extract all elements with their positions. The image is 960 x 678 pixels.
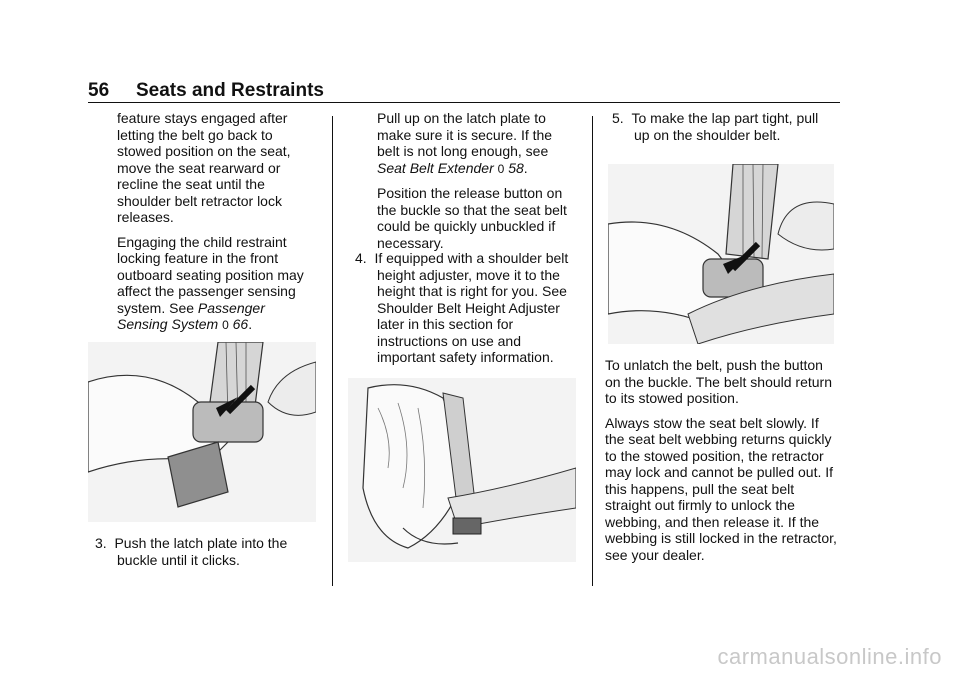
column-3-step5 xyxy=(612,110,837,151)
step-3 xyxy=(95,535,317,568)
watermark: carmanualsonline.info xyxy=(717,644,942,669)
col1-page-ref[interactable]: 66 xyxy=(232,316,249,332)
step-4 xyxy=(355,250,577,366)
header-rule xyxy=(88,102,840,103)
col2-para2: Position the release button on the buckle so that the seat belt could be quickly unbuckled if necessary. xyxy=(377,185,567,251)
illustration-lap-tighten xyxy=(608,164,834,344)
column-1-lower xyxy=(95,535,317,576)
step-4-number: 4. xyxy=(355,250,367,266)
illustration-latch-plate xyxy=(88,342,316,522)
col2-para1-text: Pull up on the latch plate to make sure it is secure. If the belt is not long enough, see xyxy=(377,110,553,159)
column-divider-1 xyxy=(332,116,333,586)
column-divider-2 xyxy=(592,116,593,586)
step-3-number: 3. xyxy=(95,535,107,551)
column-2 xyxy=(377,110,577,259)
col1-para1: feature stays engaged after letting the belt go back to stowed position on the seat, move the seat rearward or recline the seat until the shoulder belt retractor lock releases. xyxy=(117,110,291,225)
step-5-text: To make the lap part tight, pull up on the shoulder belt. xyxy=(631,110,819,143)
page-ref-icon: 0 xyxy=(497,161,505,176)
page-ref-icon: 0 xyxy=(222,318,229,332)
column-2-step4 xyxy=(355,250,577,374)
step-5-number: 5. xyxy=(612,110,624,126)
seat-belt-extender-link[interactable]: Seat Belt Extender xyxy=(377,159,494,176)
step-4-text: If equipped with a shoulder belt height adjuster, move it to the height that is right for you. See Shoulder Belt Height Adjuster later in this section for instructions on use and important safety information. xyxy=(374,250,569,365)
column-1 xyxy=(117,110,317,342)
col3-para2: Always stow the seat belt slowly. If the seat belt webbing returns quickly to the stowed position, the retractor may lock and cannot be pulled out. If this happens, pull the seat belt straight out firmly to unlock the webbing, and then release it. If the webbing is still locked in the retractor, see your dealer. xyxy=(605,414,837,563)
page-number: 56 xyxy=(88,80,110,101)
col1-para2: Engaging the child restraint locking feature in the front outboard seating position may affect the passenger sensing system. See Passenger Sensing System 0 66. xyxy=(117,233,304,332)
step-3-text: Push the latch plate into the buckle until it clicks. xyxy=(114,535,288,568)
col2-page-ref[interactable]: 58 xyxy=(508,159,524,176)
section-title: Seats and Restraints xyxy=(136,80,324,101)
step-5 xyxy=(612,110,837,143)
passenger-sensing-link[interactable]: Passenger Sensing System xyxy=(117,299,265,332)
col2-para1: Pull up on the latch plate to make sure it is secure. If the belt is not long enough, see Seat Belt Extender 0 58. xyxy=(377,110,553,176)
col1-para2-text: Engaging the child restraint locking feature in the front outboard seating position may affect the passenger sensing system. See xyxy=(117,233,304,316)
column-3-lower xyxy=(605,357,837,571)
col3-para1: To unlatch the belt, push the button on the buckle. The belt should return to its stowed position. xyxy=(605,357,833,406)
illustration-shoulder-belt xyxy=(348,378,576,562)
